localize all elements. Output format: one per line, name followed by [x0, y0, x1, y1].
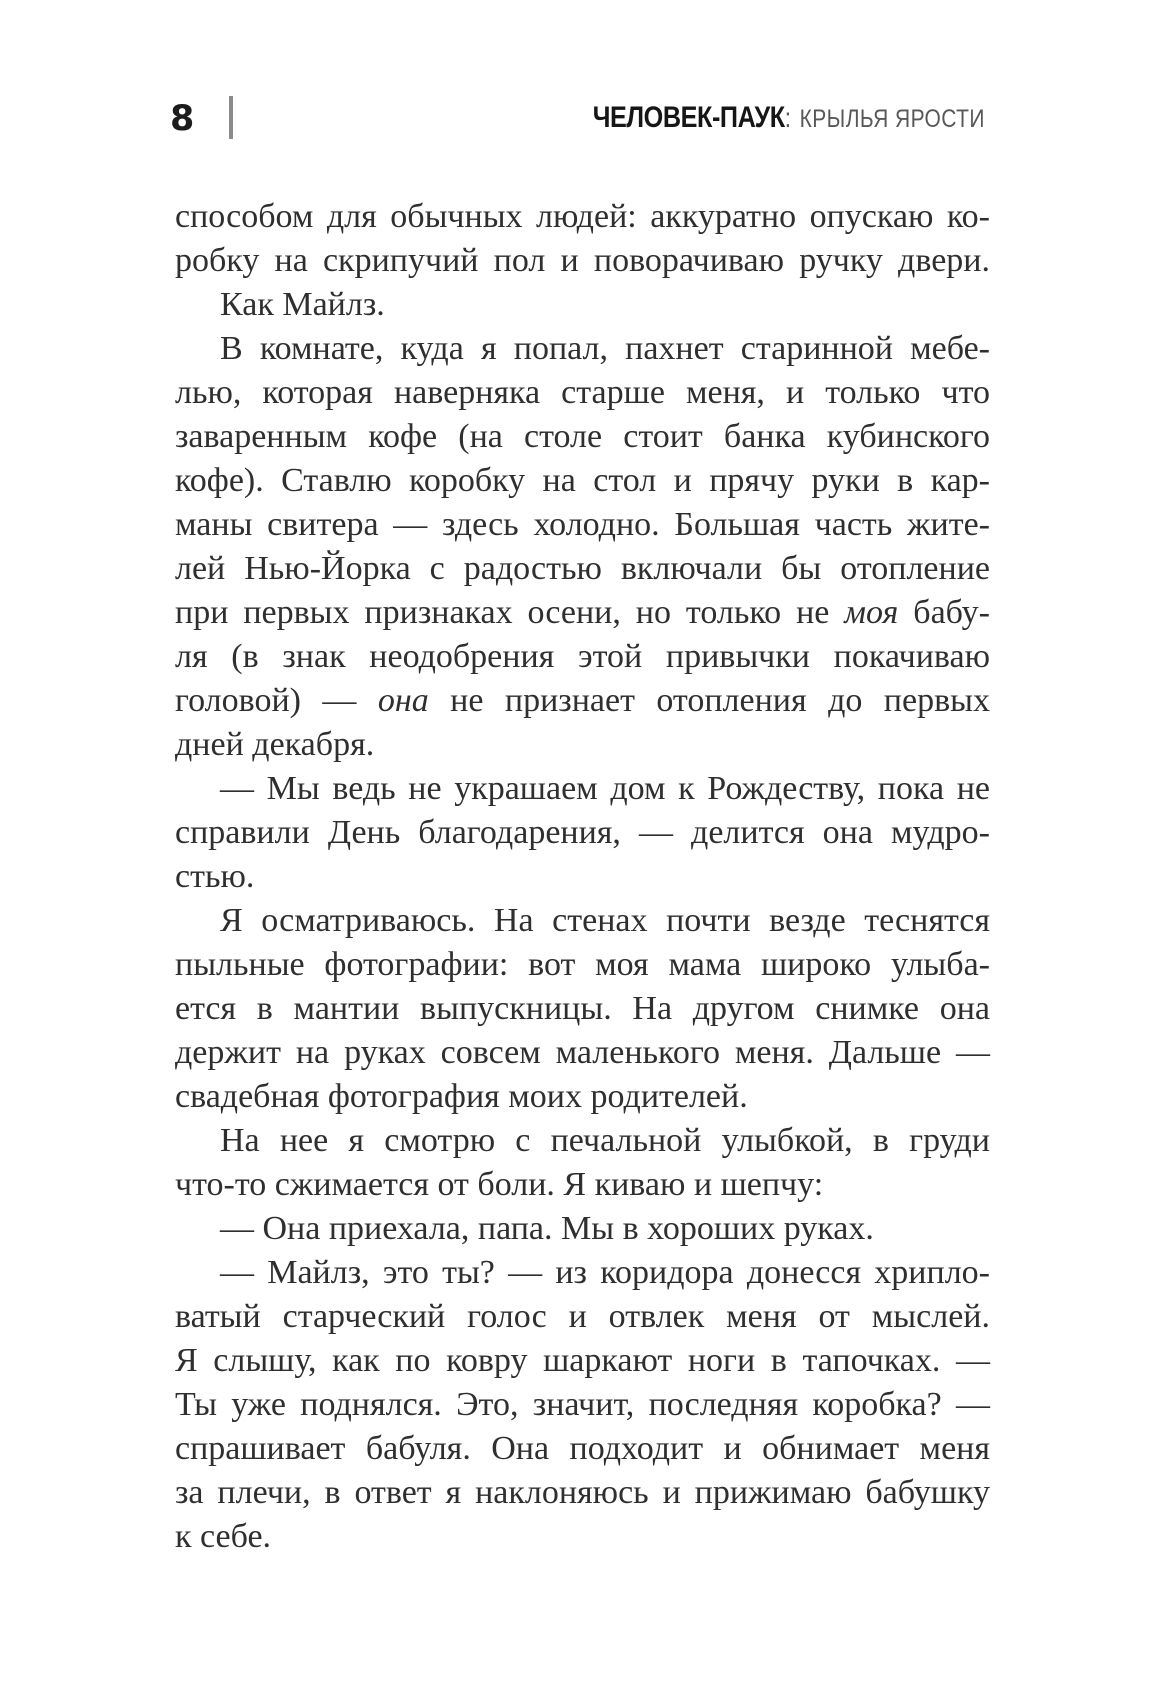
- text-line: [175, 415, 990, 459]
- text-line: [175, 855, 990, 899]
- text-segment: Я осматриваюсь. На стенах почти везде теснятся: [220, 902, 990, 939]
- text-segment: кофе). Ставлю коробку на стол и прячу руки в кар-: [175, 462, 990, 499]
- text-segment: бабу-: [898, 594, 990, 631]
- text-segment: ется в мантии выпускницы. На другом снимке она: [175, 990, 990, 1027]
- text-segment: робку на скрипучий пол и поворачиваю ручку двери.: [175, 242, 990, 279]
- text-line: [175, 1251, 990, 1295]
- text-line: [175, 459, 990, 503]
- text-line: [175, 1163, 990, 1207]
- text-segment: свадебная фотография моих родителей.: [175, 1078, 748, 1115]
- italic-text: она: [377, 682, 429, 719]
- text-segment: — Майлз, это ты? — из коридора донесся хрипло-: [220, 1254, 990, 1291]
- text-segment: заваренным кофе (на столе стоит банка кубинского: [175, 418, 990, 455]
- text-line: [175, 1383, 990, 1427]
- text-line: [175, 943, 990, 987]
- text-segment: Ты уже поднялся. Это, значит, последняя коробка? —: [175, 1386, 990, 1423]
- running-title-subtitle: КРЫЛЬЯ ЯРОСТИ: [799, 105, 985, 133]
- text-segment: В комнате, куда я попал, пахнет старинной мебе-: [220, 330, 990, 367]
- text-line: [175, 723, 990, 767]
- text-segment: — Она приехала, папа. Мы в хороших руках.: [220, 1210, 874, 1247]
- text-line: [175, 547, 990, 591]
- text-line: [175, 503, 990, 547]
- text-segment: лей Нью-Йорка с радостью включали бы отопление: [175, 550, 990, 587]
- text-line: [175, 195, 990, 239]
- page-number: 8: [170, 99, 195, 139]
- text-segment: при первых признаках осени, но только не: [175, 594, 845, 631]
- text-line: [175, 811, 990, 855]
- page-header: [0, 0, 1173, 160]
- text-line: [175, 1295, 990, 1339]
- text-line: [175, 899, 990, 943]
- text-line: [175, 1427, 990, 1471]
- text-line: [175, 371, 990, 415]
- text-segment: Я слышу, как по ковру шаркают ноги в тапочках. —: [175, 1342, 990, 1379]
- text-segment: На нее я смотрю с печальной улыбкой, в груди: [220, 1122, 990, 1159]
- running-title: [593, 103, 985, 138]
- running-title-separator: :: [784, 102, 792, 133]
- text-segment: Как Майлз.: [220, 286, 385, 323]
- text-line: [175, 327, 990, 371]
- text-segment: ватый старческий голос и отвлек меня от мыслей.: [175, 1298, 990, 1335]
- text-line: [175, 1119, 990, 1163]
- text-line: [175, 1075, 990, 1119]
- text-line: [175, 1339, 990, 1383]
- page-text: [175, 195, 990, 1559]
- text-line: [175, 987, 990, 1031]
- text-segment: не признает отопления до первых: [428, 682, 990, 719]
- text-segment: спрашивает бабуля. Она подходит и обнимает меня: [175, 1430, 990, 1467]
- text-segment: — Мы ведь не украшаем дом к Рождеству, пока не: [220, 770, 990, 807]
- text-line: [175, 239, 990, 283]
- text-line: [175, 1207, 990, 1251]
- text-line: [175, 591, 990, 635]
- text-segment: способом для обычных людей: аккуратно опускаю ко-: [175, 198, 990, 235]
- text-line: [175, 635, 990, 679]
- text-line: [175, 1515, 990, 1559]
- text-segment: лью, которая наверняка старше меня, и только что: [175, 374, 990, 411]
- text-line: [175, 283, 990, 327]
- text-segment: ля (в знак неодобрения этой привычки покачиваю: [175, 638, 990, 675]
- text-segment: маны свитера — здесь холодно. Большая часть жите-: [175, 506, 990, 543]
- text-segment: стью.: [175, 858, 255, 895]
- text-segment: пыльные фотографии: вот моя мама широко улыба-: [175, 946, 990, 983]
- text-line: [175, 1471, 990, 1515]
- text-line: [175, 1031, 990, 1075]
- text-line: [175, 679, 990, 723]
- italic-text: моя: [844, 594, 899, 631]
- text-segment: справили День благодарения, — делится она мудро-: [175, 814, 990, 851]
- running-title-main: ЧЕЛОВЕК-ПАУК: [592, 101, 785, 134]
- text-line: [175, 767, 990, 811]
- text-segment: что-то сжимается от боли. Я киваю и шепчу:: [175, 1166, 824, 1203]
- text-segment: головой) —: [175, 682, 378, 719]
- text-segment: держит на руках совсем маленького меня. Дальше —: [175, 1034, 990, 1071]
- text-segment: дней декабря.: [175, 726, 375, 763]
- header-divider: [229, 96, 233, 139]
- text-segment: за плечи, в ответ я наклоняюсь и прижимаю бабушку: [175, 1474, 990, 1511]
- text-segment: к себе.: [175, 1518, 272, 1555]
